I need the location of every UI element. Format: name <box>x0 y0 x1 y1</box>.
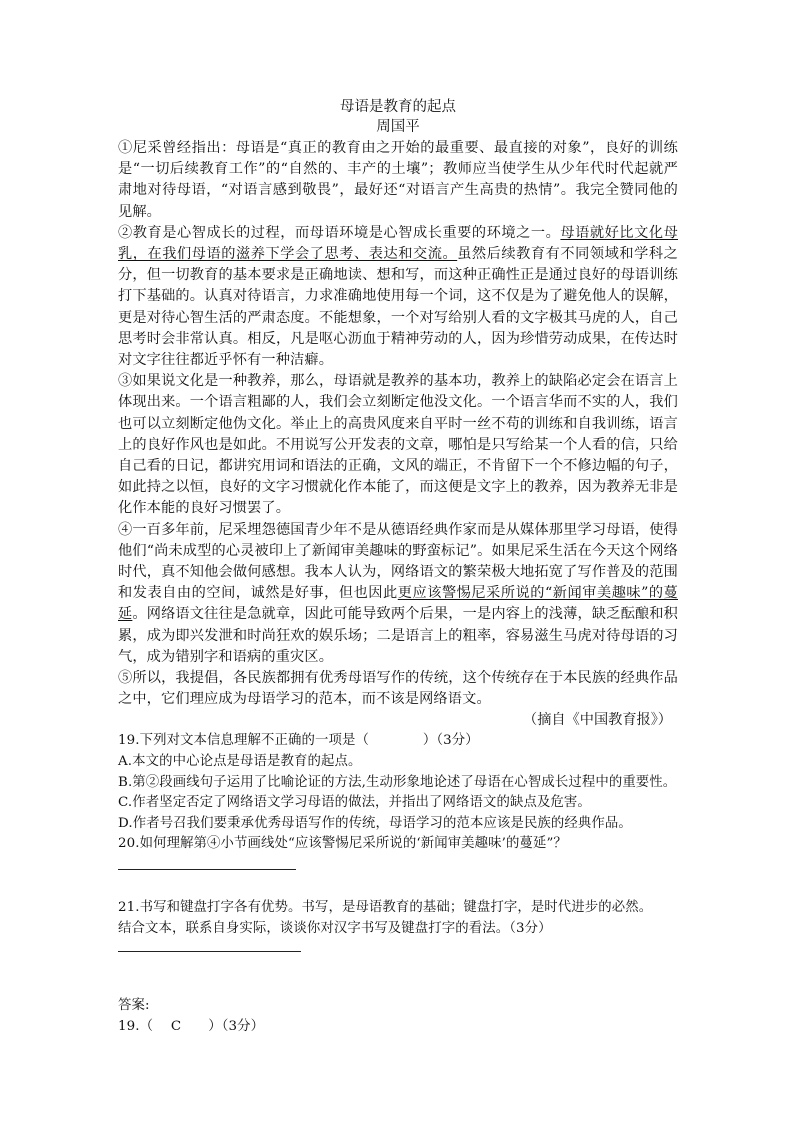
paragraph-4-start: ④一百多年前，尼采埋怨德国青少年不是从德语经典作家而是从媒体那里学习母语，使得他们“尚未成型的心灵被印上了新闻审美趣味的野蛮标记”。如果尼采生活在今天这个网络时代，真不知他会做何感想。我本人认为，网络语文的繁荣极大地拓宽了写作普及的范围和发表自由的空间，诚然是好事，但也因此 <box>118 521 678 602</box>
source-citation: （摘自《中国教育报》） <box>523 712 672 729</box>
question-19: 19.下列对文本信息理解不正确的一项是（ ）（3分） <box>118 733 479 749</box>
paragraph-2-rest: 虽然后续教育有不同领域和学科之分，但一切教育的基本要求是正确地读、想和写，而这种正确性正是通过良好的母语训练打下基础的。认真对待语言，力求准确地使用每一个词，这不仅是为了避免他人的误解，更是对待心智生活的严肃态度。不能想象，一个对写给别人看的文字极其马虎的人，自己思考时会非常认真。相反，凡是呕心沥血于精神劳动的人，因为珍惜劳动成果，在传达时对文字往往都近乎怀有一种洁癖。 <box>118 246 678 369</box>
question-19-option-a: A.本文的中心论点是母语是教育的起点。 <box>118 754 362 770</box>
answers-label: 答案: <box>118 998 150 1014</box>
paragraph-4-rest: 。网络语文往往是急就章，因此可能导致两个后果，一是内容上的浅薄，缺乏酝酿和积累，成为即兴发泄和时尚狂欢的娱乐场；二是语言上的粗率，容易滋生马虎对待母语的习气，成为错别字和语病的重灾区。 <box>118 606 678 665</box>
spacer <box>118 870 678 898</box>
paragraph-3: ③如果说文化是一种教养，那么，母语就是教养的基本功，教养上的缺陷必定会在语言上体现出来。一个语言粗鄙的人，我们会立刻断定他没文化。一个语言华而不实的人，我们也可以立刻断定他伪文化。举止上的高贵风度来自平时一丝不苟的训练和自我训练，语言上的良好作风也是如此。不用说写公开发表的文章，哪怕是只写给某一个人看的信，只给自己看的日记，都讲究用词和语法的正确，文风的端正，不肯留下一个不修边幅的句子，如此持之以恒，良好的文字习惯就化作本能了，而这便是文字上的教养，因为教养无非是化作本能的良好习惯罢了。 <box>118 373 678 517</box>
document-page <box>118 97 678 1037</box>
paragraph-5: ⑤所以，我提倡，各民族都拥有优秀母语写作的传统，这个传统存在于本民族的经典作品之中，它们理应成为母语学习的范本，而不该是网络语文。 <box>118 670 678 708</box>
article-title: 母语是教育的起点 <box>340 99 456 115</box>
question-21-line-1: 21.书写和键盘打字各有优势。书写，是母语教育的基础；键盘打字，是时代进步的必然。 <box>118 900 653 916</box>
question-19-option-d: D.作者号召我们要秉承优秀母语写作的传统，母语学习的范本应该是民族的经典作品。 <box>118 815 632 831</box>
spacer <box>118 952 678 996</box>
article-author: 周国平 <box>376 119 420 135</box>
paragraph-2 <box>118 223 678 371</box>
question-19-option-c: C.作者坚定否定了网络语文学习母语的做法，并指出了网络语文的缺点及危害。 <box>118 795 591 811</box>
paragraph-2-start: ②教育是心智成长的过程，而母语环境是心智成长重要的环境之一。 <box>118 224 561 241</box>
underlined-phrase-4: 更应该警惕尼采所说的“新闻审美趣味”的蔓延 <box>118 585 678 623</box>
paragraph-1: ①尼采曾经指出：母语是“真正的教育由之开始的最重要、最直接的对象”，良好的训练是“一切后续教育工作”的“自然的、丰产的土壤”；教师应当使学生从少年代时代起就严肃地对待母语，“对语言感到敬畏”，最好还“对语言产生高贵的热情”。我完全赞同他的见解。 <box>118 140 678 220</box>
paragraph-4 <box>118 520 678 668</box>
question-20: 20.如何理解第④小节画线处“应该警惕尼采所说的‘新闻审美趣味’的蔓延”？ <box>118 836 567 852</box>
underlined-sentence-2: 母语就好比文化母乳，在我们母语的滋养下学会了思考、表达和交流。 <box>118 224 678 263</box>
answer-19: 19.（ C ）（3分） <box>118 1018 265 1034</box>
question-19-option-b: B.第②段画线句子运用了比喻论证的方法,生动形象地论述了母语在心智成长过程中的重要性。 <box>118 774 677 790</box>
question-21-line-2: 结合文本，联系自身实际，谈谈你对汉字书写及键盘打字的看法。（3分） <box>118 920 552 936</box>
